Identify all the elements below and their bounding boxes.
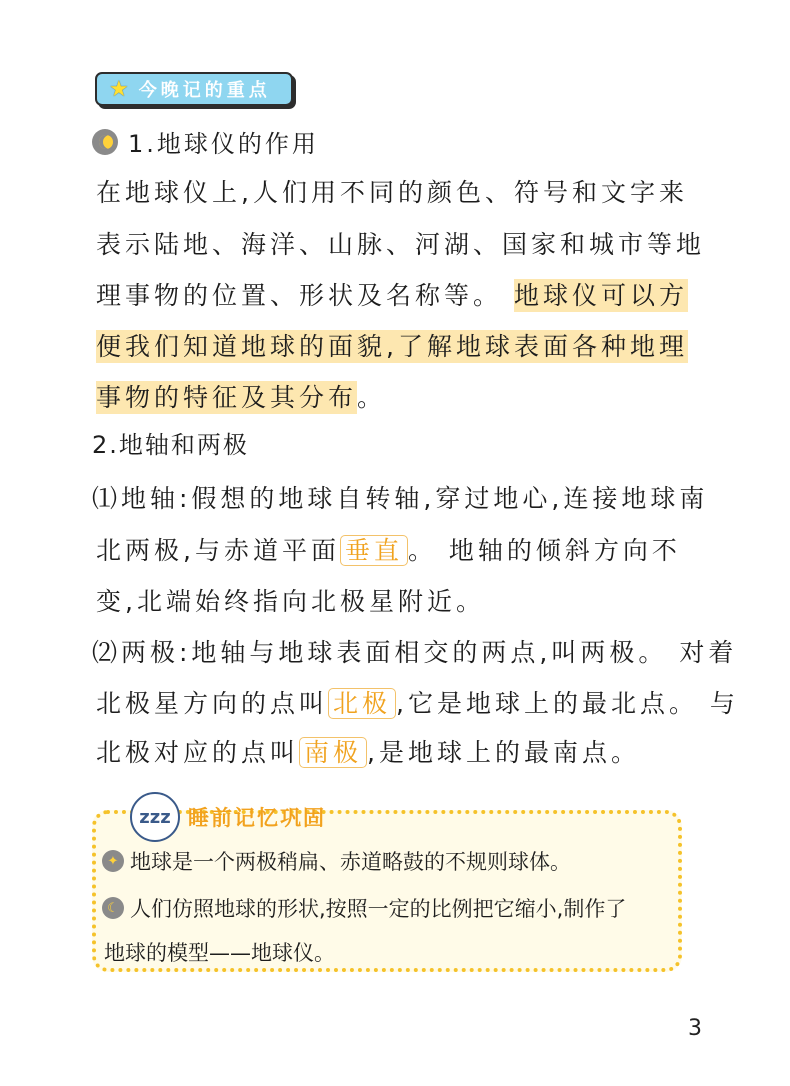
s2-p1-line1: ⑴地轴:假想的地球自转轴,穿过地心,连接地球南: [92, 484, 709, 513]
s2-p1-line3: 变,北端始终指向北极星附近。: [96, 587, 485, 616]
star-icon: ★: [109, 76, 129, 102]
key-points-tag: [95, 72, 293, 106]
section1-line3-text: 理事物的位置、形状及名称等。: [96, 281, 503, 310]
s2-p2-line3: [96, 736, 640, 770]
answer-south-pole: 南极: [299, 737, 367, 768]
review-item1: [102, 846, 571, 876]
section1-highlight-b: 便我们知道地球的面貌,了解地球表面各种地理: [96, 332, 688, 361]
review-item2-cont: 地球的模型——地球仪。: [104, 941, 335, 965]
section1-line5: [96, 381, 386, 415]
moon-icon: [92, 129, 118, 155]
s2-p2-line2: [96, 687, 739, 721]
section1-line3: [96, 279, 688, 313]
sleep-icon: zzz: [130, 792, 180, 842]
section1-line2: 表示陆地、海洋、山脉、河湖、国家和城市等地: [96, 230, 706, 259]
section1-highlight-c: 事物的特征及其分布: [96, 383, 358, 412]
s2-p2-line3-a: 北极对应的点叫: [96, 738, 300, 767]
section1-line4: [96, 330, 688, 364]
section1-title: 1.地球仪的作用: [128, 130, 319, 158]
review-header: [130, 792, 326, 842]
review-title: 睡前记忆巩固: [188, 806, 326, 830]
s2-p2-line2-b: ,它是地球上的最北点。 与: [396, 689, 739, 718]
moon-icon: ☾: [102, 897, 124, 919]
s2-p1-line2: [96, 534, 681, 568]
s2-p1-line2-a: 北两极,与赤道平面: [96, 536, 340, 565]
review-item2-text: 人们仿照地球的形状,按照一定的比例把它缩小,制作了: [130, 897, 627, 921]
section1-heading: [92, 124, 319, 159]
s2-p1-line2-b: 。 地轴的倾斜方向不: [407, 536, 681, 565]
page-number: 3: [688, 1016, 702, 1041]
stars-icon: ✦: [102, 850, 124, 872]
answer-north-pole: 北极: [328, 688, 396, 719]
section1-line5-end: 。: [357, 383, 387, 412]
section1-highlight-a: 地球仪可以方: [513, 281, 688, 310]
s2-p2-line1: ⑵两极:地轴与地球表面相交的两点,叫两极。 对着: [92, 638, 738, 667]
answer-perpendicular: 垂直: [340, 535, 408, 566]
review-item1-text: 地球是一个两极稍扁、赤道略鼓的不规则球体。: [130, 850, 571, 874]
s2-p2-line2-a: 北极星方向的点叫: [96, 689, 329, 718]
s2-p2-line3-b: ,是地球上的最南点。: [367, 738, 640, 767]
review-item2: [102, 893, 626, 923]
section2-title: 2.地轴和两极: [92, 431, 249, 459]
tag-label: 今晚记的重点: [138, 80, 271, 101]
section1-line1: 在地球仪上,人们用不同的颜色、符号和文字来: [96, 178, 688, 207]
